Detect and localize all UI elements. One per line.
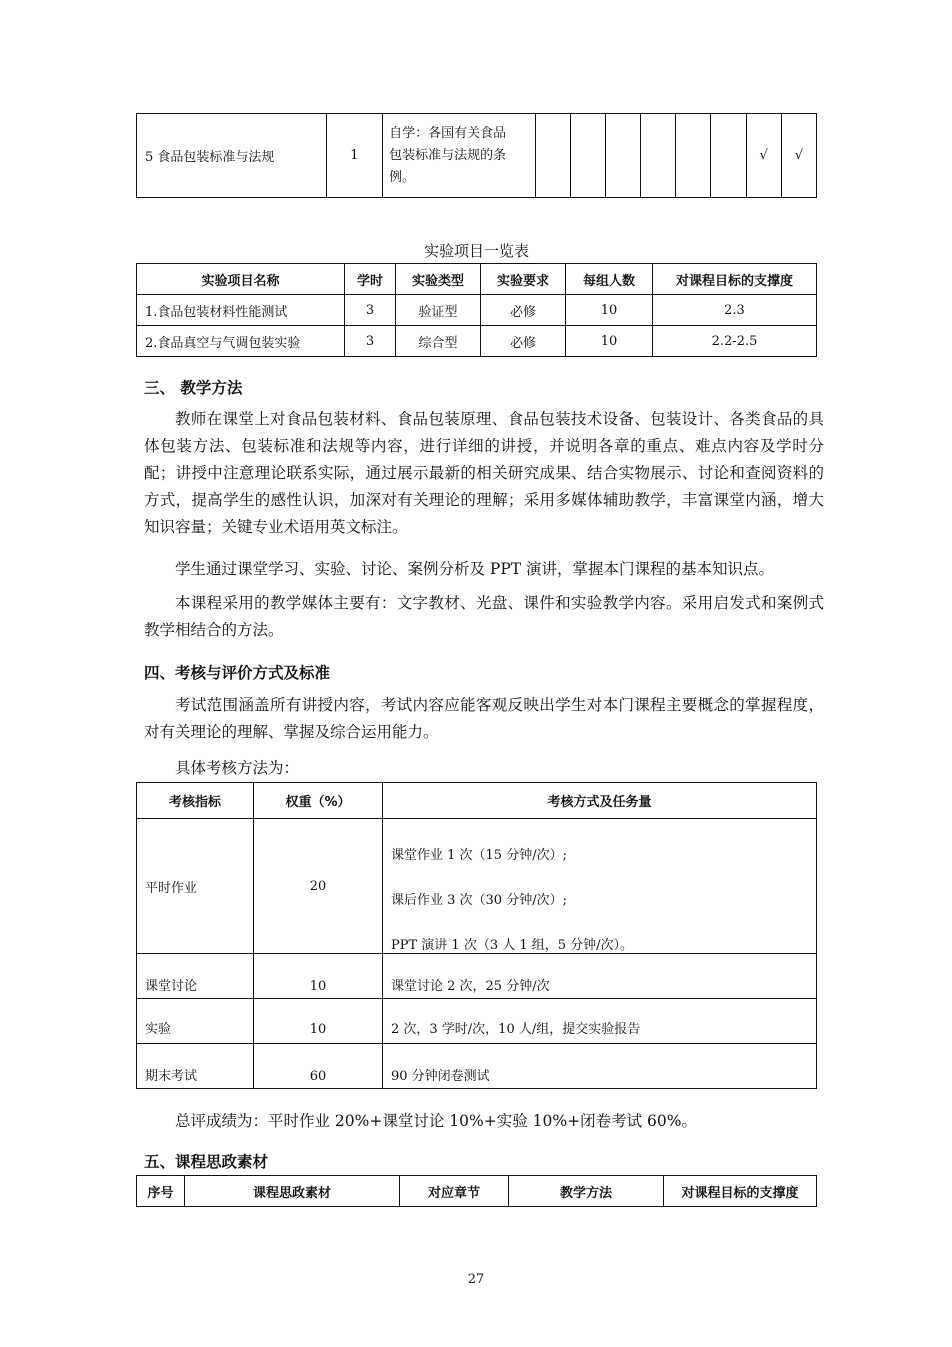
exp-header: 实验项目名称 (137, 264, 345, 295)
target-check-cell (535, 114, 570, 198)
exp-header: 实验类型 (396, 264, 481, 295)
assess-weight: 10 (254, 954, 383, 999)
target-check-cell (641, 114, 676, 198)
exp-cell: 10 (566, 295, 653, 326)
section4-paragraph-1: 考试范围涵盖所有讲授内容，考试内容应能客观反映出学生对本门课程主要概念的掌握程度，对有关理论的理解、掌握及综合运用能力。 (144, 696, 824, 741)
assess-name: 课堂讨论 (137, 954, 254, 999)
exp-header: 对课程目标的支撑度 (653, 264, 817, 295)
assess-name: 期末考试 (137, 1044, 254, 1089)
target-check-cell (606, 114, 641, 198)
exp-cell: 3 (345, 295, 396, 326)
ideology-table (136, 1175, 817, 1207)
target-check-cell: √ (746, 114, 781, 198)
target-check-cell (570, 114, 605, 198)
assess-header: 考核指标 (137, 783, 254, 819)
assess-method: 课堂作业 1 次（15 分钟/次）; 课后作业 3 次（30 分钟/次）; PPT 演讲 1 次（3 人 1 组，5 分钟/次）。 (383, 819, 817, 954)
section4-heading: 四、考核与评价方式及标准 (144, 664, 331, 682)
table-row (137, 326, 817, 357)
table-row (137, 1044, 817, 1089)
target-check-cell (676, 114, 711, 198)
exp-cell: 2.3 (653, 295, 817, 326)
table-row (137, 999, 817, 1044)
grade-summary: 总评成绩为：平时作业 20%+课堂讨论 10%+实验 10%+闭卷考试 60%。 (175, 1112, 697, 1130)
chapter-name: 5 食品包装标准与法规 (137, 114, 327, 198)
assess-method: 90 分钟闭卷测试 (383, 1044, 817, 1089)
assess-method: 2 次，3 学时/次，10 人/组，提交实验报告 (383, 999, 817, 1044)
table-row (137, 819, 817, 954)
experiment-table (136, 263, 817, 357)
target-check-cell: √ (781, 114, 816, 198)
assess-name: 平时作业 (137, 819, 254, 954)
exp-cell: 验证型 (396, 295, 481, 326)
target-check-cell (711, 114, 746, 198)
ideology-header: 课程思政素材 (185, 1176, 400, 1207)
exp-header: 实验要求 (481, 264, 566, 295)
ideology-header: 对应章节 (400, 1176, 509, 1207)
exp-header: 学时 (345, 264, 396, 295)
section4-paragraph-2: 具体考核方法为： (175, 759, 300, 777)
section3-paragraph-1: 教师在课堂上对食品包装材料、食品包装原理、食品包装技术设备、包装设计、各类食品的具体包装方法、包装标准和法规等内容，进行详细的讲授，并说明各章的重点、难点内容及学时分配；讲授中注意理论联系实际，通过展示最新的相关研究成果、结合实物展示、讨论和查阅资料的方式，提高学生的感性认识，加深对有关理论的理解；采用多媒体辅助教学，丰富课堂内涵，增大知识容量；关键专业术语用英文标注。 (144, 410, 824, 536)
assess-weight: 60 (254, 1044, 383, 1089)
exp-cell: 1.食品包装材料性能测试 (137, 295, 345, 326)
page-number: 27 (467, 1272, 485, 1287)
exp-cell: 2.2-2.5 (653, 326, 817, 357)
exp-cell: 综合型 (396, 326, 481, 357)
exp-cell: 3 (345, 326, 396, 357)
ideology-header: 对课程目标的支撑度 (664, 1176, 817, 1207)
experiment-table-caption: 实验项目一览表 (423, 242, 529, 260)
assess-weight: 20 (254, 819, 383, 954)
assess-name: 实验 (137, 999, 254, 1044)
assessment-table (136, 782, 817, 1089)
section3-heading: 三、 教学方法 (144, 379, 243, 397)
exp-header: 每组人数 (566, 264, 653, 295)
chapter-hours: 1 (326, 114, 382, 198)
chapter-content: 自学：各国有关食品 包装标准与法规的条 例。 (383, 114, 536, 198)
table-row (137, 954, 817, 999)
table-row (137, 295, 817, 326)
assess-header: 考核方式及任务量 (383, 783, 817, 819)
exp-cell: 10 (566, 326, 653, 357)
section5-heading: 五、课程思政素材 (144, 1153, 269, 1171)
section3-paragraph-3: 本课程采用的教学媒体主要有：文字教材、光盘、课件和实验教学内容。采用启发式和案例式教学相结合的方法。 (144, 594, 824, 639)
assess-header: 权重（%） (254, 783, 383, 819)
exp-cell: 必修 (481, 295, 566, 326)
ideology-header: 教学方法 (509, 1176, 664, 1207)
assess-method: 课堂讨论 2 次，25 分钟/次 (383, 954, 817, 999)
course-content-table (136, 113, 817, 198)
section3-paragraph-2: 学生通过课堂学习、实验、讨论、案例分析及 PPT 演讲，掌握本门课程的基本知识点。 (175, 560, 775, 578)
assess-weight: 10 (254, 999, 383, 1044)
ideology-header: 序号 (137, 1176, 185, 1207)
exp-cell: 2.食品真空与气调包装实验 (137, 326, 345, 357)
exp-cell: 必修 (481, 326, 566, 357)
